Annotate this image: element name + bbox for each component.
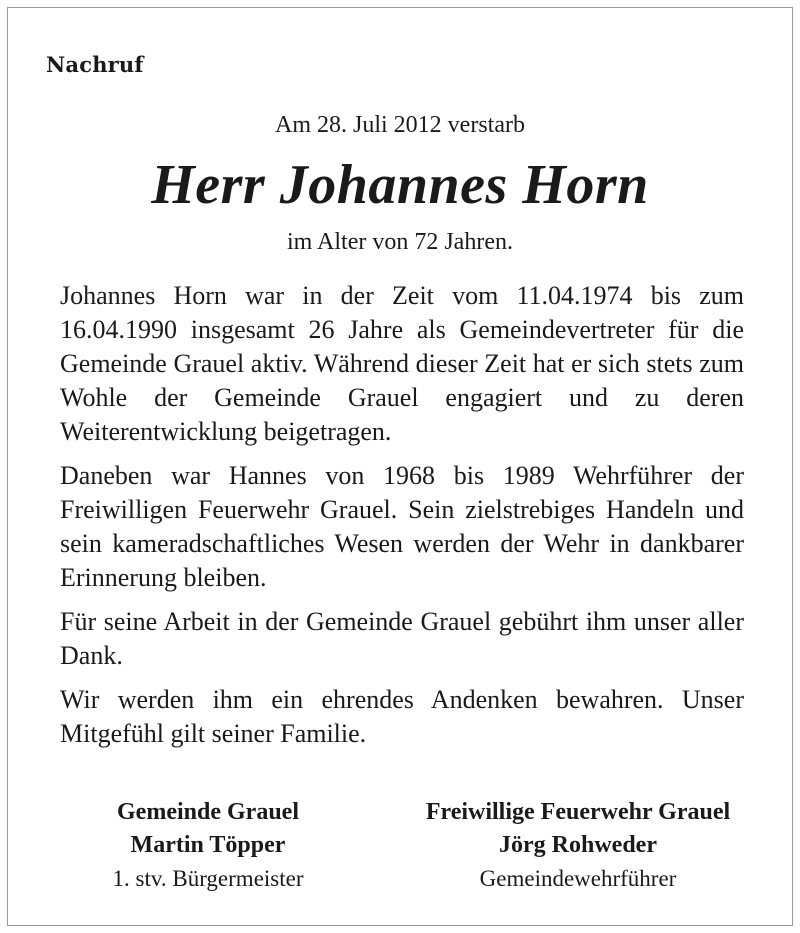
notice-kicker: Nachruf: [46, 52, 144, 77]
signature-municipality: [60, 796, 356, 895]
signature-role: 1. stv. Bürgermeister: [112, 866, 304, 891]
paragraph-thanks: Für seine Arbeit in der Gemeinde Grauel gebührt ihm unser aller Dank.: [60, 607, 744, 670]
signature-fire-brigade: [380, 796, 776, 895]
deceased-name: Herr Johannes Horn: [151, 154, 649, 216]
obituary-body: [60, 279, 744, 761]
death-date-line: Am 28. Juli 2012 verstarb: [275, 112, 525, 138]
signature-person: Jörg Rohweder: [499, 832, 657, 858]
paragraph-fire-brigade: Daneben war Hannes von 1968 bis 1989 Wehrführer der Freiwilligen Feuerwehr Grauel. Sein zielstrebiges Handeln und sein kameradschaftliches Wesen werden der Wehr in dankbarer Erinnerung bleiben.: [60, 461, 744, 592]
paragraph-council-service: Johannes Horn war in der Zeit vom 11.04.1974 bis zum 16.04.1990 insgesamt 26 Jahre als Gemeindevertreter für die Gemeinde Grauel aktiv. Während dieser Zeit hat er sich stets zum Wohle der Gemeinde Grauel engagiert und zu deren Weiterentwicklung beigetragen.: [60, 281, 744, 446]
paragraph-condolences: Wir werden ihm ein ehrendes Andenken bewahren. Unser Mitgefühl gilt seiner Familie.: [60, 685, 744, 748]
signature-org: Gemeinde Grauel: [117, 799, 299, 825]
signature-org: Freiwillige Feuerwehr Grauel: [425, 799, 731, 825]
age-line: im Alter von 72 Jahren.: [287, 229, 513, 255]
signature-person: Martin Töpper: [130, 832, 286, 858]
signature-role: Gemeindewehrführer: [479, 866, 677, 891]
